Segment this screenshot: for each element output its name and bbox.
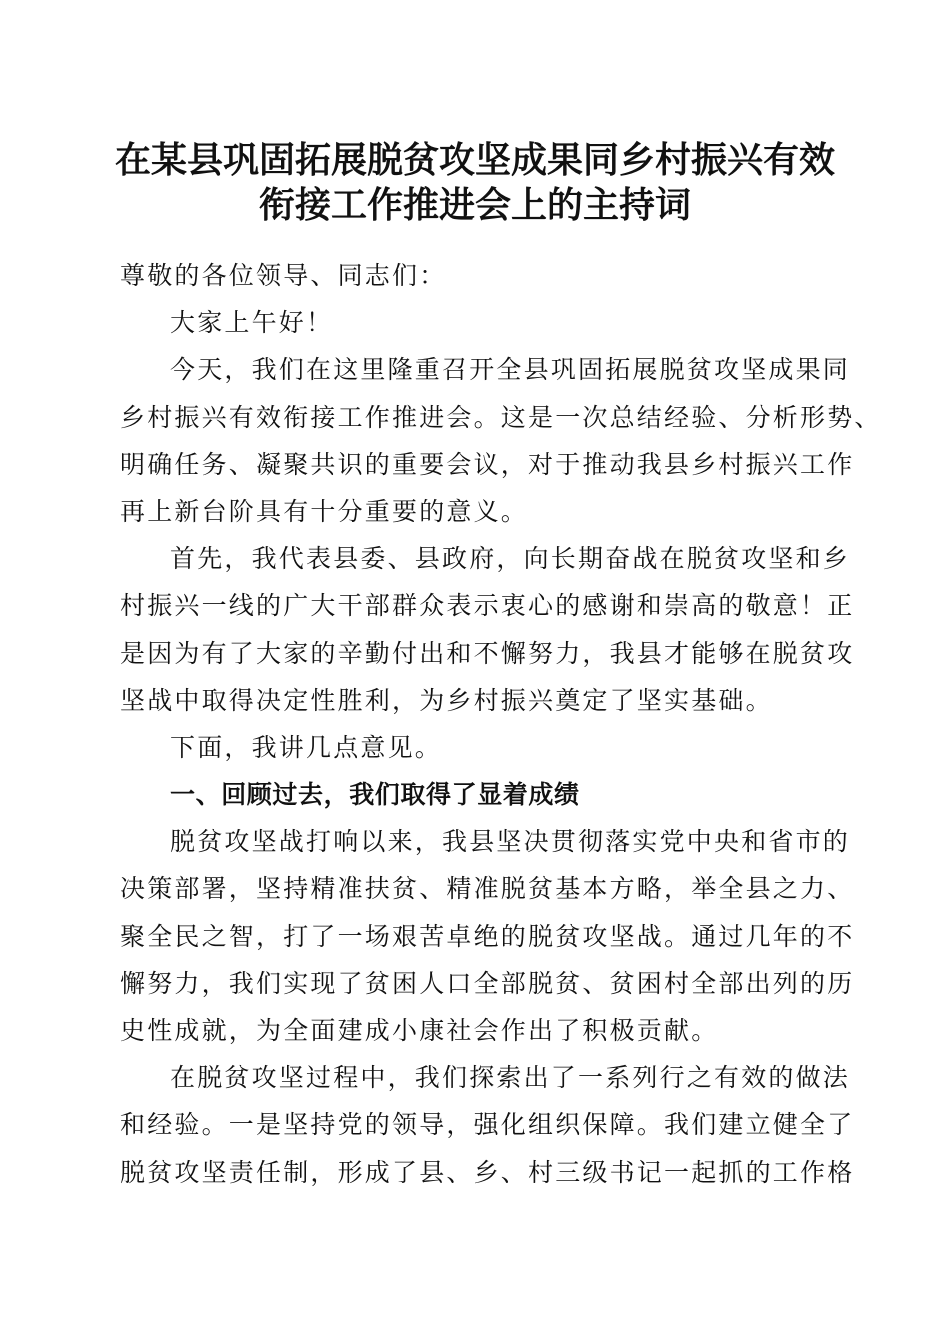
document-body [120,252,882,1196]
document-title-line-1: 在某县巩固拓展脱贫攻坚成果同乡村振兴有效 [114,139,835,181]
paragraph-line: 脱贫攻坚战打响以来，我县坚决贯彻落实党中央和省市的 [170,827,851,857]
paragraph-line: 在脱贫攻坚过程中，我们探索出了一系列行之有效的做法 [170,1063,851,1093]
paragraph-line: 村振兴一线的广大干部群众表示衷心的感谢和崇高的敬意！正 [120,591,855,621]
paragraph-line: 明确任务、凝聚共识的重要会议，对于推动我县乡村振兴工作 [120,449,855,479]
paragraph-line: 脱贫攻坚责任制，形成了县、乡、村三级书记一起抓的工作格 [120,1157,855,1187]
greeting: 大家上午好！ [170,308,334,338]
section-heading: 一、回顾过去，我们取得了显着成绩 [170,780,580,810]
paragraph-line: 今天，我们在这里隆重召开全县巩固拓展脱贫攻坚成果同 [170,355,851,385]
paragraph-line: 下面，我讲几点意见。 [170,732,443,762]
paragraph-line: 和经验。一是坚持党的领导，强化组织保障。我们建立健全了 [120,1110,855,1140]
salutation: 尊敬的各位领导、同志们： [120,261,447,290]
paragraph-line: 乡村振兴有效衔接工作推进会。这是一次总结经验、分析形势、 [120,402,882,432]
document-title-line-2: 衔接工作推进会上的主持词 [258,184,691,226]
paragraph-line: 坚战中取得决定性胜利，为乡村振兴奠定了坚实基础。 [120,685,773,715]
paragraph-line: 聚全民之智，打了一场艰苦卓绝的脱贫攻坚战。通过几年的不 [120,921,855,951]
paragraph-line: 再上新台阶具有十分重要的意义。 [120,496,529,526]
paragraph-line: 首先，我代表县委、县政府，向长期奋战在脱贫攻坚和乡 [170,544,851,574]
paragraph-line: 决策部署，坚持精准扶贫、精准脱贫基本方略，举全县之力、 [120,874,855,904]
paragraph-line: 史性成就，为全面建成小康社会作出了积极贡献。 [120,1016,719,1045]
paragraph-line: 懈努力，我们实现了贫困人口全部脱贫、贫困村全部出列的历 [120,968,855,998]
paragraph-line: 是因为有了大家的辛勤付出和不懈努力，我县才能够在脱贫攻 [120,638,855,668]
